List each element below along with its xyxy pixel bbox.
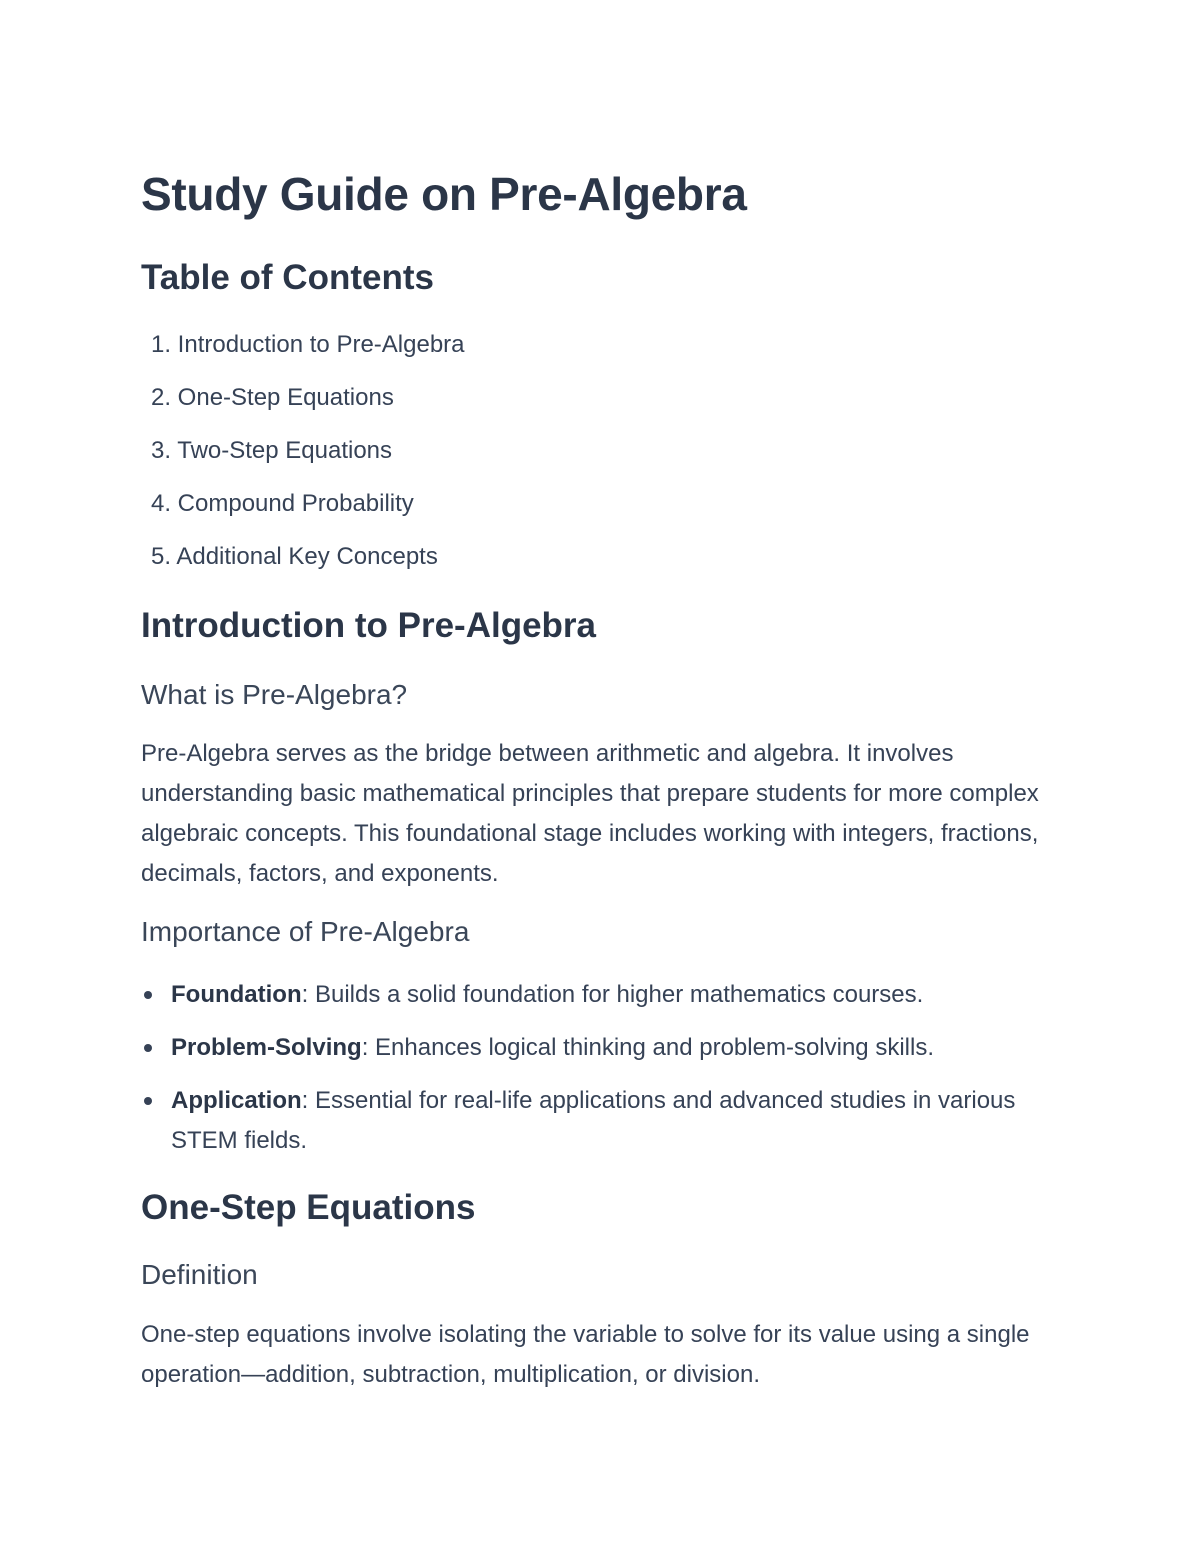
table-of-contents — [141, 327, 465, 592]
toc-item-number: 4. — [150, 490, 171, 517]
toc-item-label: Compound Probability — [177, 490, 414, 517]
toc-item-number: 2. — [150, 384, 171, 411]
intro-heading: Introduction to Pre-Algebra — [141, 606, 596, 645]
toc-item-label: Introduction to Pre-Algebra — [177, 331, 465, 358]
toc-item-number: 3. — [150, 437, 171, 464]
toc-heading: Table of Contents — [141, 258, 434, 297]
toc-item[interactable] — [141, 380, 465, 433]
list-item-text: : Essential for real-life applications and advanced studies in various STEM fields. — [171, 1087, 1016, 1154]
bullet-icon — [144, 1044, 152, 1052]
bullet-icon — [144, 1097, 152, 1105]
one-step-heading: One-Step Equations — [141, 1188, 476, 1227]
importance-heading: Importance of Pre-Algebra — [141, 916, 470, 947]
list-item — [141, 1081, 1071, 1161]
toc-item-number: 5. — [150, 543, 171, 570]
toc-item[interactable] — [141, 486, 465, 539]
what-is-paragraph: Pre-Algebra serves as the bridge between arithmetic and algebra. It involves understanding basic mathematical principles that prepare students for more complex algebraic concepts. This foundational stage includes working with integers, fractions, decimals, factors, and exponents. — [141, 740, 1039, 887]
toc-item[interactable] — [141, 539, 465, 592]
toc-item-number: 1. — [150, 331, 171, 358]
list-item — [141, 1028, 1071, 1068]
list-item-text: : Enhances logical thinking and problem-solving skills. — [361, 1034, 934, 1061]
toc-item-label: Additional Key Concepts — [176, 543, 438, 570]
list-item-term: Problem-Solving — [171, 1034, 362, 1061]
what-is-heading: What is Pre-Algebra? — [141, 679, 408, 710]
list-item-text: : Builds a solid foundation for higher mathematics courses. — [301, 981, 924, 1008]
toc-item-label: One-Step Equations — [177, 384, 394, 411]
toc-item[interactable] — [141, 327, 465, 380]
toc-item[interactable] — [141, 433, 465, 486]
bullet-icon — [144, 991, 152, 999]
list-item — [141, 975, 1071, 1015]
list-item-term: Application — [171, 1087, 302, 1114]
toc-item-label: Two-Step Equations — [177, 437, 393, 464]
page-title: Study Guide on Pre-Algebra — [141, 168, 747, 220]
importance-list — [141, 975, 1071, 1174]
list-item-term: Foundation — [171, 981, 302, 1008]
definition-paragraph: One-step equations involve isolating the variable to solve for its value using a single operation—addition, subtraction, multiplication, or division. — [141, 1321, 1030, 1388]
definition-heading: Definition — [141, 1259, 258, 1290]
